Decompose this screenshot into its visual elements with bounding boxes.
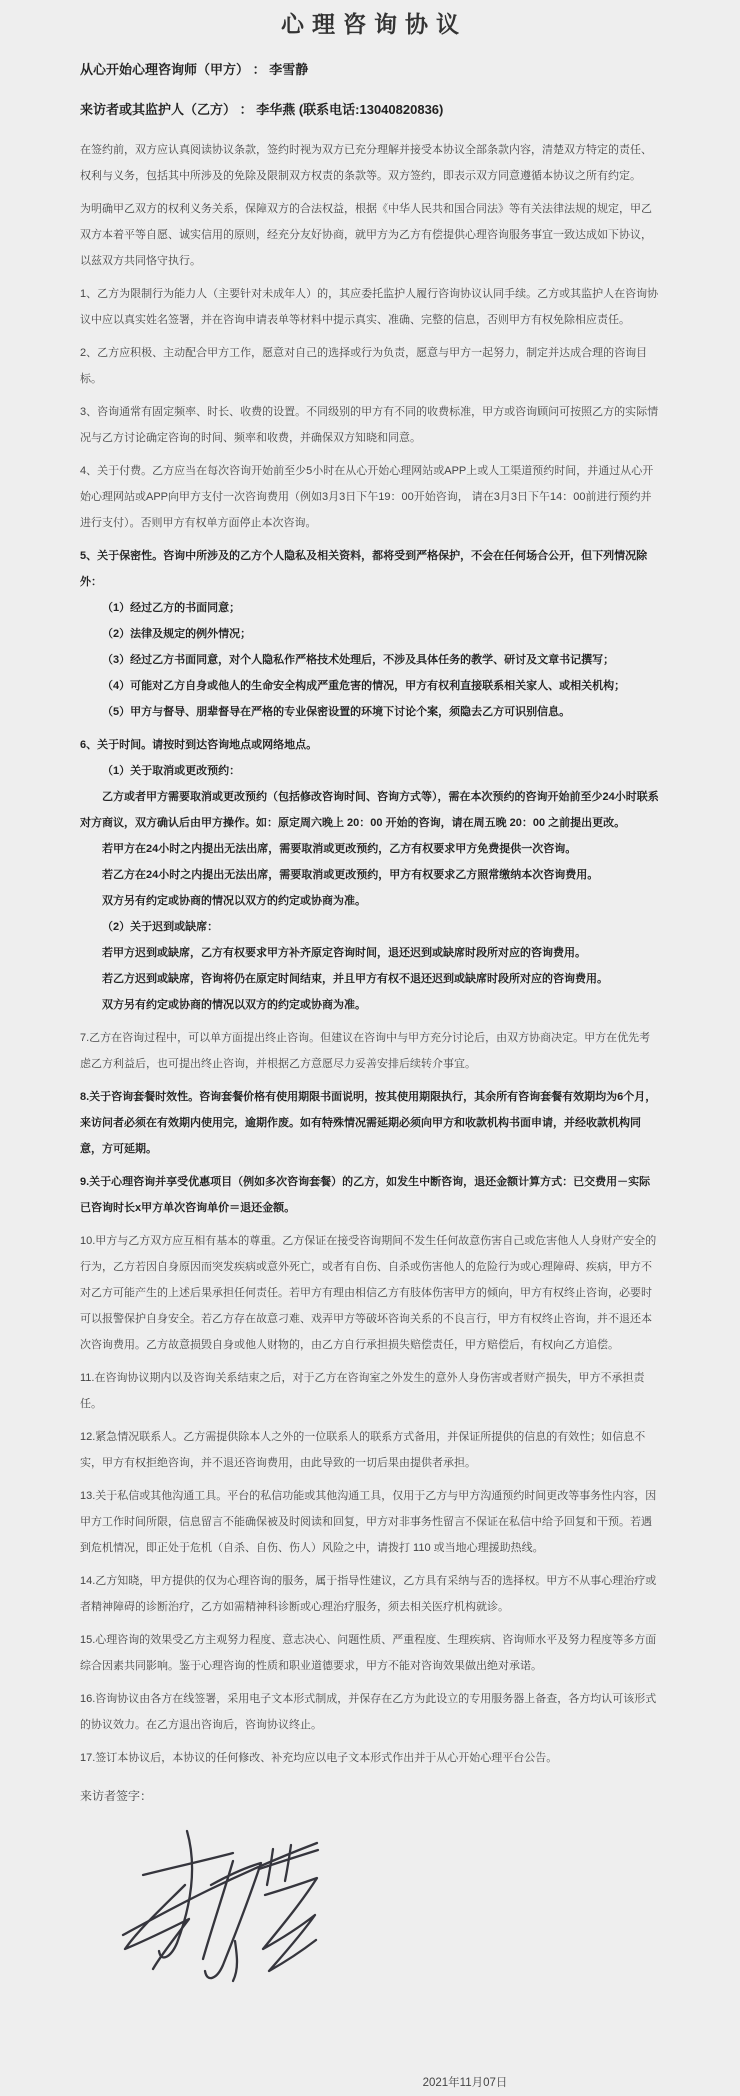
intro-paragraph-1: 在签约前，双方应认真阅读协议条款，签约时视为双方已充分理解并接受本协议全部条款内容，清楚双方特定的责任、权利与义务，包括其中所涉及的免除及限制双方权责的条款等。双方签约，即表示双方同意遵循本协议之所有约定。 (80, 144, 652, 182)
clause-5-item-1: （1）经过乙方的书面同意； (102, 602, 241, 614)
clause-1: 1、乙方为限制行为能力人（主要针对未成年人）的，其应委托监护人履行咨询协议认同手续。乙方或其监护人在咨询协议中应以真实姓名签署，并在咨询申请表单等材料中提示真实、准确、完整的信息，否则甲方有权免除相应责任。 (80, 288, 659, 326)
clause-16: 16.咨询协议由各方在线签署，采用电子文本形式制成，并保存在乙方为此设立的专用服务器上备查，各方均认可该形式的协议效力。在乙方退出咨询后，咨询协议终止。 (80, 1693, 657, 1731)
clause-6-sub2-p3: 双方另有约定或协商的情况以双方的约定或协商为准。 (102, 999, 366, 1011)
signature-scrawl-icon (115, 1823, 325, 1988)
clause-17: 17.签订本协议后，本协议的任何修改、补充均应以电子文本形式作出并于从心开始心理平台公告。 (80, 1752, 558, 1764)
clause-5-item-5: （5）甲方与督导、朋辈督导在严格的专业保密设置的环境下讨论个案，须隐去乙方可识别信息。 (102, 706, 571, 718)
handwritten-signature (115, 1823, 325, 1988)
party-b-line: 来访者或其监护人（乙方） ： 李华燕 (联系电话:13040820836) (80, 102, 444, 117)
intro-paragraph-2: 为明确甲乙双方的权利义务关系，保障双方的合法权益，根据《中华人民共和国合同法》等有关法律法规的规定，甲乙双方本着平等自愿、诚实信用的原则，经充分友好协商，就甲方为乙方有偿提供心理咨询服务事宜一致达成如下协议，以兹双方共同恪守执行。 (80, 203, 652, 267)
clause-6-sub1-p1: 乙方或者甲方需要取消或更改预约（包括修改咨询时间、咨询方式等），需在本次预约的咨询开始前至少24小时联系对方商议，双方确认后由甲方操作。如：原定周六晚上 20：00 开始的咨询，请在周五晚 20：00 之前提出更改。 (80, 791, 659, 829)
clause-6-sub1-p4: 双方另有约定或协商的情况以双方的约定或协商为准。 (102, 895, 366, 907)
signing-date: 2021年11月07日 (422, 2077, 508, 2089)
clause-8: 8.关于咨询套餐时效性。咨询套餐价格有使用期限书面说明，按其使用期限执行，其余所有咨询套餐有效期均为6个月，来访问者必须在有效期内使用完，逾期作废。如有特殊情况需延期必须向甲方和收款机构书面申请，并经收款机构同意，方可延期。 (80, 1091, 657, 1155)
clause-6-head: 6、关于时间。请按时到达咨询地点或网络地点。 (80, 739, 318, 751)
clause-6 (80, 732, 660, 1018)
page-title: 心理咨询协议 (281, 11, 467, 37)
clause-15: 15.心理咨询的效果受乙方主观努力程度、意志决心、问题性质、严重程度、生理疾病、咨询师水平及努力程度等多方面综合因素共同影响。鉴于心理咨询的性质和职业道德要求，甲方不能对咨询效果做出绝对承诺。 (80, 1634, 657, 1672)
clause-5-item-2: （2）法律及规定的例外情况； (102, 628, 252, 640)
clause-5 (80, 543, 660, 725)
clause-5-head: 5、关于保密性。咨询中所涉及的乙方个人隐私及相关资料，都将受到严格保护，不会在任何场合公开，但下列情况除外： (80, 550, 648, 588)
clause-6-sub2-head: （2）关于迟到或缺席： (102, 921, 219, 933)
clause-13: 13.关于私信或其他沟通工具。平台的私信功能或其他沟通工具，仅用于乙方与甲方沟通预约时间更改等事务性内容，因甲方工作时间所限，信息留言不能确保被及时阅读和回复，甲方对非事务性留言不保证在私信中给予回复和干预。若遇到危机情况，即正处于危机（自杀、自伤、伤人）风险之中，请拨打 110 或当地心理援助热线。 (80, 1490, 657, 1554)
clause-7: 7.乙方在咨询过程中，可以单方面提出终止咨询。但建议在咨询中与甲方充分讨论后，由双方协商决定。甲方在优先考虑乙方利益后，也可提出终止咨询，并根据乙方意愿尽力妥善安排后续转介事宜。 (80, 1032, 651, 1070)
clause-11: 11.在咨询协议期内以及咨询关系结束之后，对于乙方在咨询室之外发生的意外人身伤害或者财产损失，甲方不承担责任。 (80, 1372, 645, 1410)
clause-6-sub2-p2: 若乙方迟到或缺席，咨询将仍在原定时间结束，并且甲方有权不退还迟到或缺席时段所对应的咨询费用。 (102, 973, 608, 985)
party-a-line: 从心开始心理咨询师（甲方） ： 李雪静 (80, 62, 309, 77)
clause-10: 10.甲方与乙方双方应互相有基本的尊重。乙方保证在接受咨询期间不发生任何故意伤害自己或危害他人人身财产安全的行为，乙方若因自身原因而突发疾病或意外死亡，或者有自伤、自杀或伤害他人的危险行为或心理障碍、疾病，甲方不对乙方可能产生的上述后果承担任何责任。若甲方有理由相信乙方有肢体伤害甲方的倾向，甲方有权终止咨询，必要时可以报警保护自身安全。若乙方存在故意刁难、戏弄甲方等破坏咨询关系的不良言行，甲方有权终止咨询，并不退还本次咨询费用。乙方故意损毁自身或他人财物的，由乙方自行承担损失赔偿责任，甲方赔偿后，有权向乙方追偿。 (80, 1235, 657, 1351)
clause-6-sub1-p2: 若甲方在24小时之内提出无法出席，需要取消或更改预约，乙方有权要求甲方免费提供一次咨询。 (102, 843, 577, 855)
clause-5-item-3: （3）经过乙方书面同意，对个人隐私作严格技术处理后，不涉及具体任务的教学、研讨及文章书记撰写； (102, 654, 615, 666)
clause-9: 9.关于心理咨询并享受优惠项目（例如多次咨询套餐）的乙方，如发生中断咨询，退还金额计算方式：已交费用－实际已咨询时长x甲方单次咨询单价＝退还金额。 (80, 1176, 651, 1214)
clause-5-item-4: （4）可能对乙方自身或他人的生命安全构成严重危害的情况，甲方有权利直接联系相关家人、或相关机构； (102, 680, 626, 692)
clause-6-sub1-head: （1）关于取消或更改预约： (102, 765, 241, 777)
clause-12: 12.紧急情况联系人。乙方需提供除本人之外的一位联系人的联系方式备用，并保证所提供的信息的有效性；如信息不实，甲方有权拒绝咨询，并不退还咨询费用，由此导致的一切后果由提供者承担。 (80, 1431, 646, 1469)
clause-6-sub1-p3: 若乙方在24小时之内提出无法出席，需要取消或更改预约，甲方有权要求乙方照常缴纳本次咨询费用。 (102, 869, 599, 881)
clause-6-sub2-p1: 若甲方迟到或缺席，乙方有权要求甲方补齐原定咨询时间，退还迟到或缺席时段所对应的咨询费用。 (102, 947, 586, 959)
clause-2: 2、乙方应积极、主动配合甲方工作，愿意对自己的选择或行为负责，愿意与甲方一起努力，制定并达成合理的咨询目标。 (80, 347, 648, 385)
clause-14: 14.乙方知晓，甲方提供的仅为心理咨询的服务，属于指导性建议，乙方具有采纳与否的选择权。甲方不从事心理治疗或者精神障碍的诊断治疗，乙方如需精神科诊断或心理治疗服务，须去相关医疗机构就诊。 (80, 1575, 657, 1613)
visitor-signature-label: 来访者签字： (80, 1789, 153, 1803)
clause-4: 4、关于付费。乙方应当在每次咨询开始前至少5小时在从心开始心理网站或APP上或人工渠道预约时间，并通过从心开始心理网站或APP向甲方支付一次咨询费用（例如3月3日下午19：00开始咨询， 请在3月3日下午14：00前进行预约并进行支付）。否则甲方有权单方面停止本次咨询。 (80, 465, 654, 529)
clause-3: 3、咨询通常有固定频率、时长、收费的设置。不同级别的甲方有不同的收费标准，甲方或咨询顾问可按照乙方的实际情况与乙方讨论确定咨询的时间、频率和收费，并确保双方知晓和同意。 (80, 406, 659, 444)
